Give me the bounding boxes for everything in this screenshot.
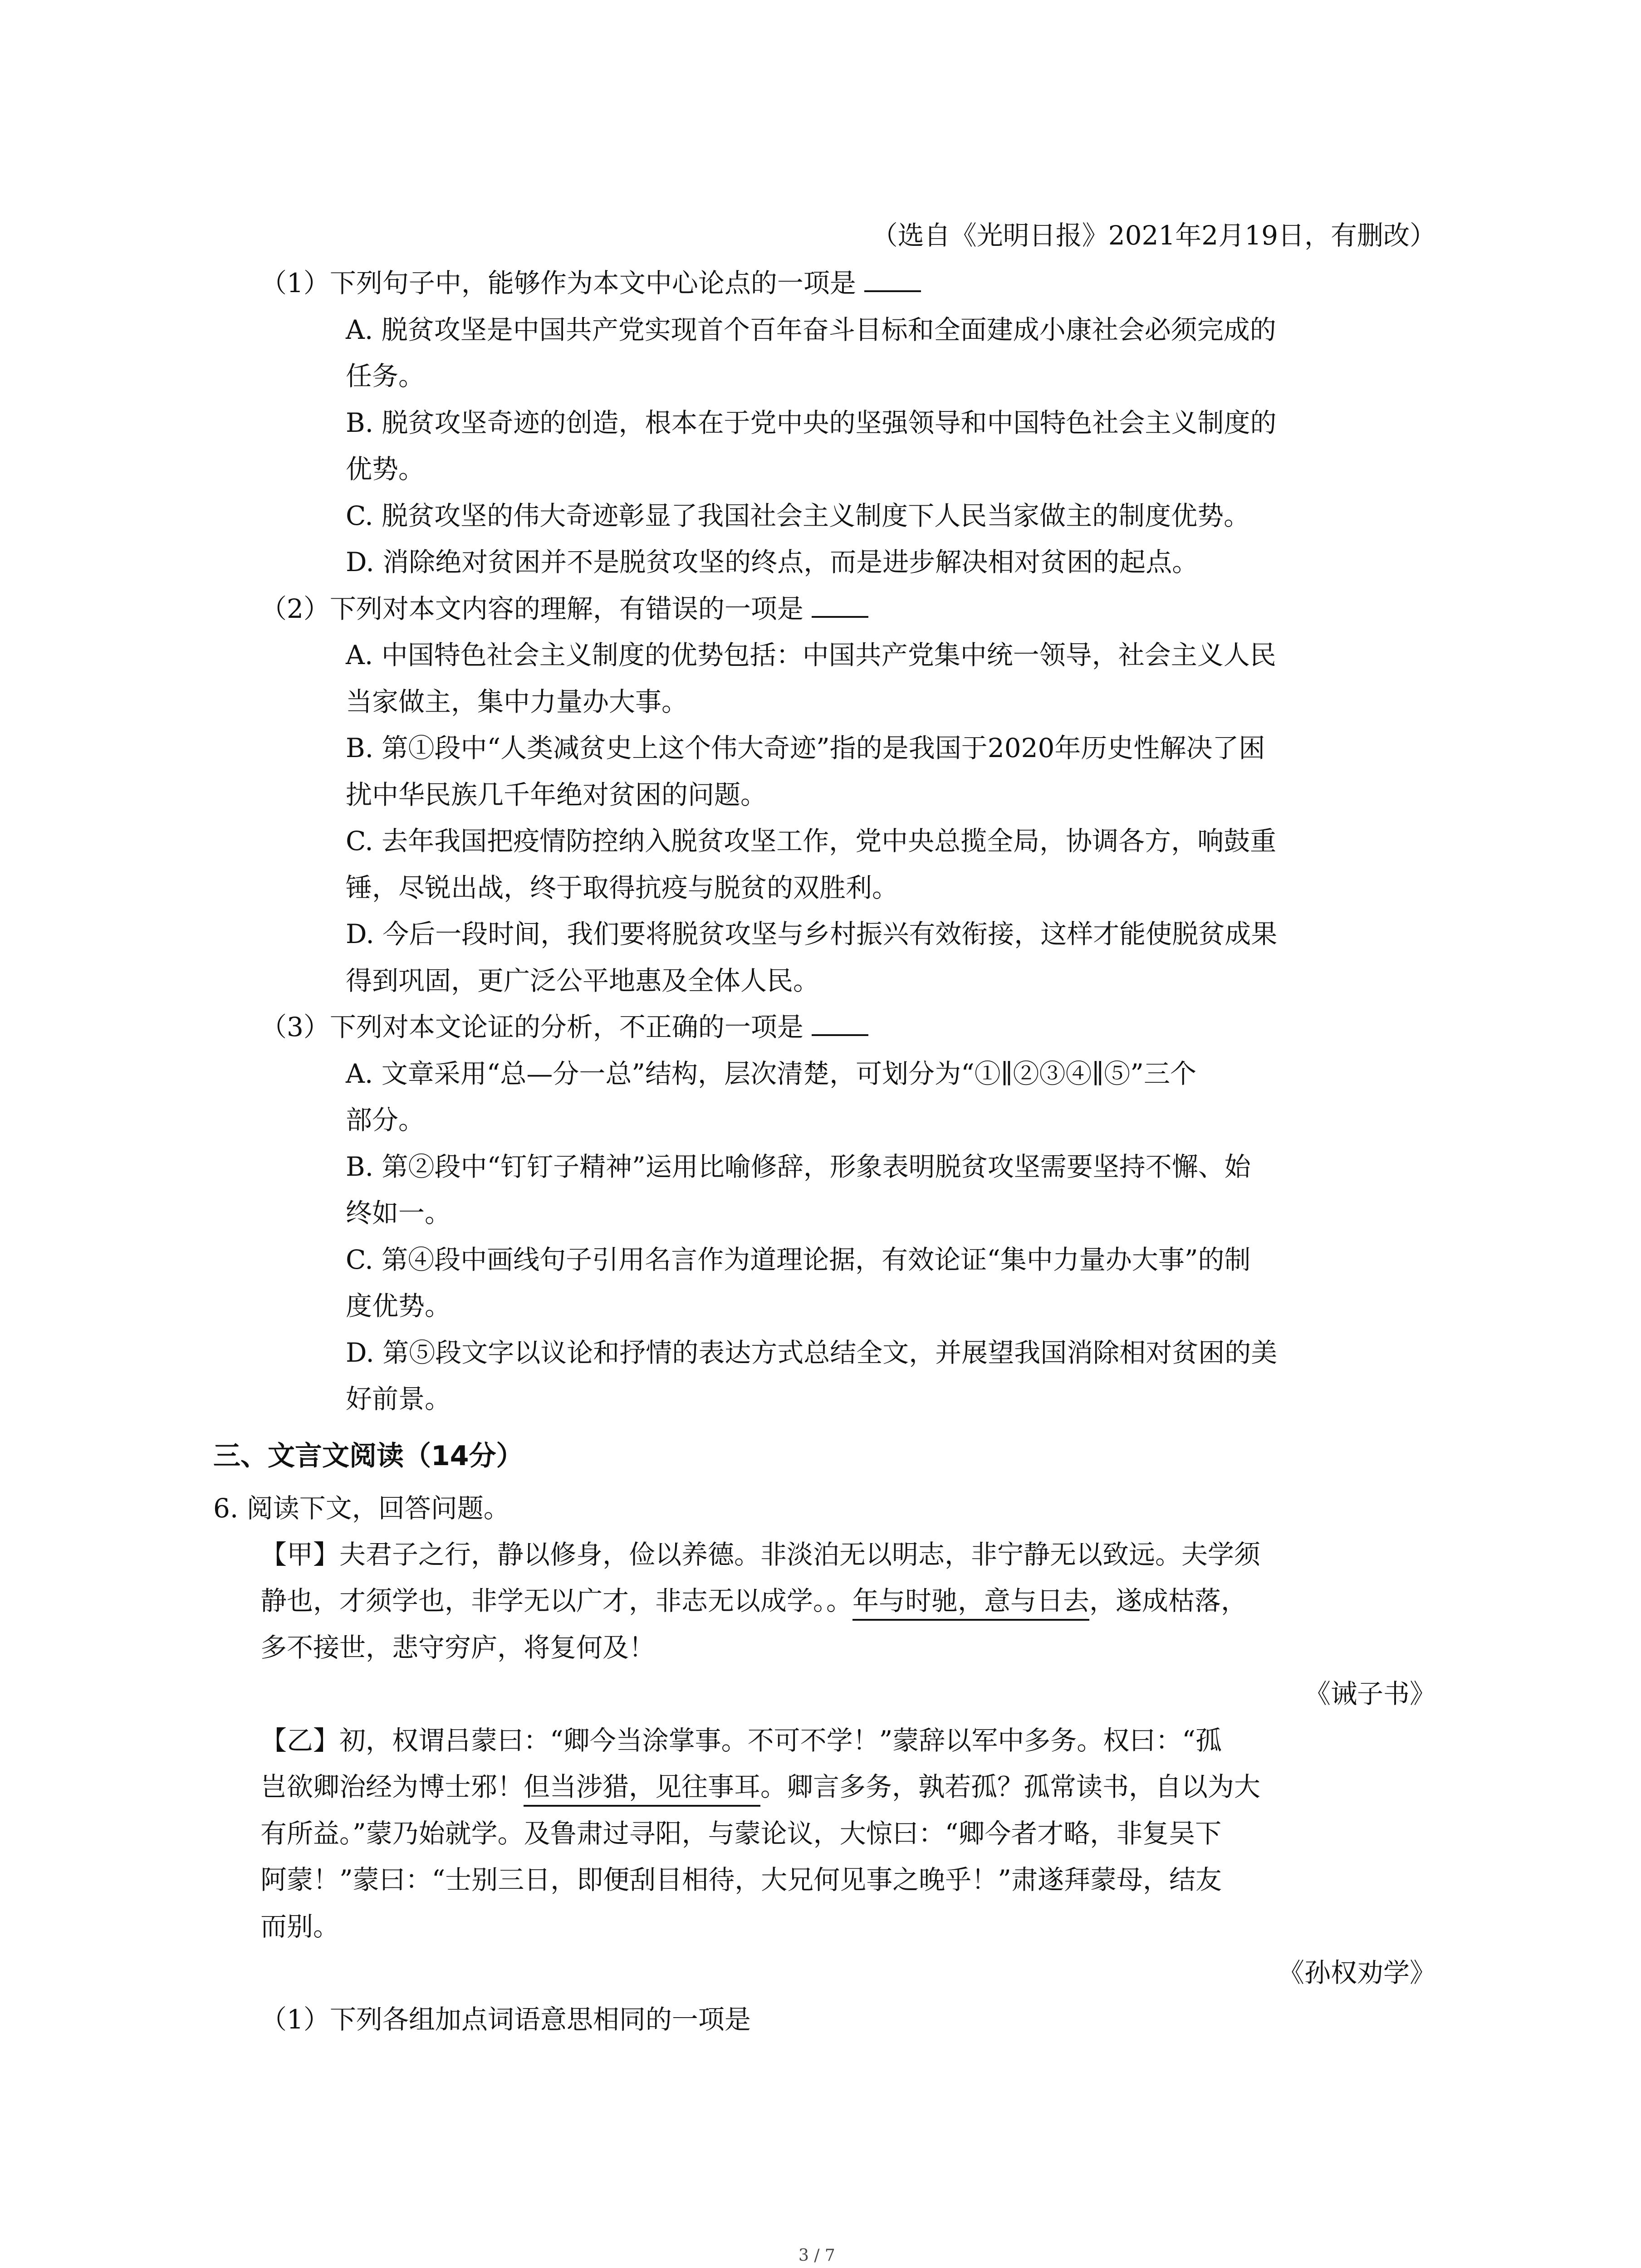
answer-blank [864, 286, 921, 292]
q1-option-b: B. 脱贫攻坚奇迹的创造，根本在于党中央的坚强领导和中国特色社会主义制度的 [346, 407, 1277, 438]
passage-yi-text-end: 。卿言多务，孰若孤？孤常读书，自以为大 [760, 1771, 1261, 1802]
source-citation: （选自《光明日报》2021年2月19日，有删改） [871, 220, 1436, 251]
q3-option-c: C. 第④段中画线句子引用名言作为道理论据，有效论证“集中力量办大事”的制 [346, 1244, 1251, 1275]
q3-stem [260, 1014, 868, 1040]
q3-option-a: A. 文章采用“总—分一总”结构，层次清楚，可划分为“①∥②③④∥⑤”三个 [346, 1058, 1196, 1089]
answer-blank [812, 1030, 868, 1036]
q1-option-b-cont: 优势。 [346, 454, 425, 484]
q3-option-c-cont: 度优势。 [346, 1290, 451, 1321]
q3-option-d: D. 第⑤段文字以议论和抒情的表达方式总结全文，并展望我国消除相对贫困的美 [346, 1337, 1278, 1368]
q2-option-b: B. 第①段中“人类减贫史上这个伟大奇迹”指的是我国于2020年历史性解决了困 [346, 733, 1265, 763]
section-heading: 三、文言文阅读（14分） [213, 1440, 524, 1472]
passage-jia-text: 静也，才须学也，非学无以广才，非志无以成学。。 [260, 1585, 853, 1616]
q3-option-d-cont: 好前景。 [346, 1383, 451, 1414]
passage-yi-text: 岂欲卿治经为博士邪！ [260, 1771, 524, 1802]
passage-yi-line5: 而别。 [260, 1911, 340, 1942]
passage-jia-line1: 【甲】夫君子之行，静以修身，俭以养德。非淡泊无以明志，非宁静无以致远。夫学须 [260, 1539, 1261, 1570]
q6-stem: 6. 阅读下文，回答问题。 [213, 1493, 510, 1524]
q1-option-a: A. 脱贫攻坚是中国共产党实现首个百年奋斗目标和全面建成小康社会必须完成的 [346, 314, 1276, 345]
underlined-sentence: 年与时驰，意与日去 [852, 1585, 1089, 1621]
q6-sub1-stem: （1）下列各组加点词语意思相同的一项是 [260, 2004, 751, 2035]
q2-stem-text: （2）下列对本文内容的理解，有错误的一项是 [260, 593, 803, 624]
q2-option-d-cont: 得到巩固，更广泛公平地惠及全体人民。 [346, 965, 820, 996]
passage-yi-line2 [260, 1771, 1261, 1802]
q3-option-a-cont: 部分。 [346, 1105, 425, 1135]
q2-option-d: D. 今后一段时间，我们要将脱贫攻坚与乡村振兴有效衔接，这样才能使脱贫成果 [346, 919, 1278, 949]
q3-stem-text: （3）下列对本文论证的分析，不正确的一项是 [260, 1012, 803, 1042]
q3-option-b: B. 第②段中“钉钉子精神”运用比喻修辞，形象表明脱贫攻坚需要坚持不懈、始 [346, 1151, 1251, 1182]
q1-stem-text: （1）下列句子中，能够作为本文中心论点的一项是 [260, 268, 856, 298]
q2-option-c-cont: 锤，尽锐出战，终于取得抗疫与脱贫的双胜利。 [346, 872, 899, 903]
q2-option-c: C. 去年我国把疫情防控纳入脱贫攻坚工作，党中央总揽全局，协调各方，响鼓重 [346, 826, 1277, 856]
q1-option-c: C. 脱贫攻坚的伟大奇迹彰显了我国社会主义制度下人民当家做主的制度优势。 [346, 500, 1250, 531]
passage-jia-source: 《诫子书》 [1304, 1678, 1436, 1709]
q1-option-d: D. 消除绝对贫困并不是脱贫攻坚的终点，而是进步解决相对贫困的起点。 [346, 547, 1199, 577]
passage-yi-line3: 有所益。”蒙乃始就学。及鲁肃过寻阳，与蒙论议，大惊曰：“卿今者才略，非复吴下 [260, 1818, 1222, 1849]
q2-option-b-cont: 扰中华民族几千年绝对贫困的问题。 [346, 779, 767, 810]
passage-yi-source: 《孙权劝学》 [1278, 1957, 1436, 1988]
q2-option-a: A. 中国特色社会主义制度的优势包括：中国共产党集中统一领导，社会主义人民 [346, 640, 1276, 670]
q1-stem [260, 270, 921, 296]
passage-jia-line2 [260, 1585, 1248, 1616]
answer-blank [812, 611, 868, 618]
passage-yi-line4: 阿蒙！”蒙曰：“士别三日，即便刮目相待，大兄何见事之晚乎！”肃遂拜蒙母，结友 [260, 1864, 1222, 1895]
page-number: 3 / 7 [798, 2246, 835, 2265]
passage-yi-line1: 【乙】初，权谓吕蒙曰：“卿今当涂掌事。不可不学！”蒙辞以军中多务。权曰：“孤 [260, 1725, 1222, 1756]
q2-stem [260, 593, 868, 624]
passage-jia-text-end: ，遂成枯落， [1089, 1585, 1248, 1616]
underlined-sentence: 但当涉猎，见往事耳 [524, 1771, 760, 1807]
passage-jia-line3: 多不接世，悲守穷庐，将复何及！ [260, 1632, 656, 1663]
q3-option-b-cont: 终如一。 [346, 1198, 451, 1228]
q2-option-a-cont: 当家做主，集中力量办大事。 [346, 686, 688, 717]
q1-option-a-cont: 任务。 [346, 361, 425, 391]
